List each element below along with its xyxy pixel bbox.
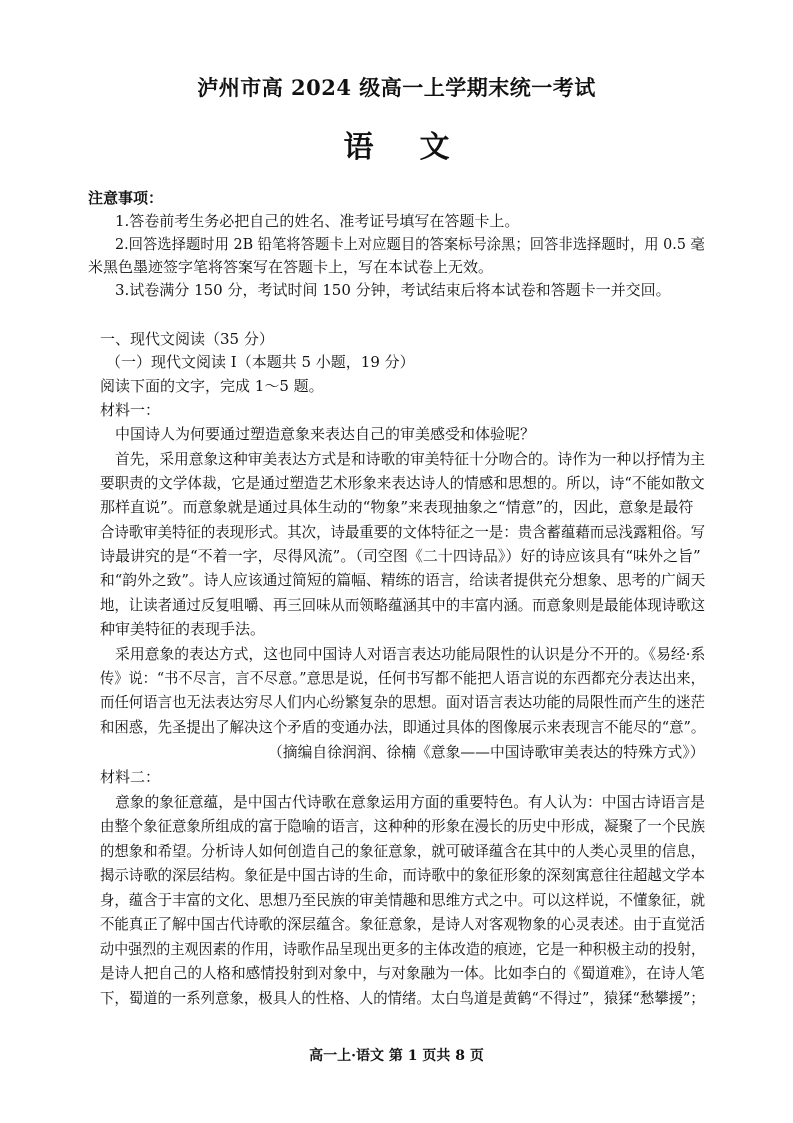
material-line: 意象的象征意蕴，是中国古代诗歌在意象运用方面的重要特色。有人认为：中国古诗语言是 [115,793,705,811]
material-line: 诗最讲究的是“不着一字，尽得风流”。（司空图《二十四诗品》）好的诗应该具有“味外之旨” [100,547,701,565]
material-line: 中国诗人为何要通过塑造意象来表达自己的审美感受和体验呢？ [115,425,536,443]
material-line: 不能真正了解中国古代诗歌的深层蕴含。象征意象，是诗人对客观物象的心灵表述。由于直觉活 [100,915,706,933]
material-line: 是诗人把自己的人格和感情投射到对象中，与对象融为一体。比如李白的《蜀道难》，在诗人笔 [100,964,705,982]
material-source: （摘编自徐润润、徐楠《意象——中国诗歌审美表达的特殊方式》） [268,743,705,761]
subject-title: 语文 [343,130,496,165]
notice-item: 1.答卷前考生务必把自己的姓名、准考证号填写在答题卡上。 [115,212,520,230]
material-line: 下，蜀道的一系列意象，极具人的性格、人的情绪。太白鸟道是黄鹤“不得过”，猿猱“愁攀援”； [100,989,705,1007]
notice-item: 米黑色墨迹签字笔将答案写在答题卡上，写在本试卷上无效。 [88,258,494,276]
material-line: 那样直说”。而意象就是通过具体生动的“物象”来表现抽象之“情意”的，因此，意象是最符 [100,498,694,516]
material-line: 身，蕴含于丰富的文化、思想乃至民族的审美情趣和思维方式之中。可以这样说，不懂象征，就 [100,891,706,909]
material-line: 采用意象的表达方式，这也同中国诗人对语言表达功能局限性的认识是分不开的。《易经·系 [115,645,706,663]
material-line: 合诗歌审美特征的表现形式。其次，诗最重要的文体特征之一是：贵含蓄蕴藉而忌浅露粗俗。写 [100,523,706,541]
notice-heading: 注意事项： [88,189,164,207]
material-line: 首先，采用意象这种审美表达方式是和诗歌的审美特征十分吻合的。诗作为一种以抒情为主 [115,450,705,468]
material-label: 材料二： [100,768,161,786]
material-line: 的想象和希望。分析诗人如何创造自己的象征意象，就可破译蕴含在其中的人类心灵里的信息， [100,842,706,860]
sub-section-heading: （一）现代文阅读 I（本题共 5 小题，19 分） [106,353,415,371]
section-heading: 一、现代文阅读（35 分） [100,330,274,348]
material-line: 传》说：“书不尽言，言不尽意。”意思是说，任何书写都不能把人语言说的东西都充分表达出来， [100,669,705,687]
material-line: 动中强烈的主观因素的作用，诗歌作品呈现出更多的主体改造的痕迹，它是一种积极主动的投射， [100,940,706,958]
material-line: 和“韵外之致”。诗人应该通过简短的篇幅、精练的语言，给读者提供充分想象、思考的广阔天 [100,571,706,589]
notice-item: 2.回答选择题时用 2B 铅笔将答题卡上对应题目的答案标号涂黑；回答非选择题时，用 0.5 毫 [115,235,705,253]
material-line: 揭示诗歌的深层结构。象征是中国古诗的生命，而诗歌中的象征形象的深刻寓意往往超越文学本 [100,866,706,884]
notice-item: 3.试卷满分 150 分，考试时间 150 分钟，考试结束后将本试卷和答题卡一并交回。 [115,281,671,299]
material-line: 由整个象征意象所组成的富于隐喻的语言，这种种的形象在漫长的历史中形成，凝聚了一个民族 [100,817,706,835]
exam-title: 泸州市高 2024 级高一上学期末统一考试 [197,75,596,100]
material-line: 种审美特征的表现手法。 [100,620,266,638]
page-footer: 高一上·语文 第 1 页共 8 页 [309,1048,484,1064]
instruction-text: 阅读下面的文字，完成 1～5 题。 [100,377,324,395]
material-label: 材料一： [100,401,161,419]
material-line: 要职责的文学体裁，它是通过塑造艺术形象来表达诗人的情感和思想的。所以，诗“不能如散文 [100,474,705,492]
material-line: 地，让读者通过反复咀嚼、再三回味从而领略蕴涵其中的丰富内涵。而意象则是最能体现诗歌这 [100,596,706,614]
material-line: 和困惑，先圣提出了解决这个矛盾的变通办法，即通过具体的图像展示来表现言不能尽的“意”。 [100,718,706,736]
material-line: 而任何语言也无法表达穷尽人们内心纷繁复杂的思想。面对语言表达功能的局限性而产生的迷茫 [100,693,706,711]
